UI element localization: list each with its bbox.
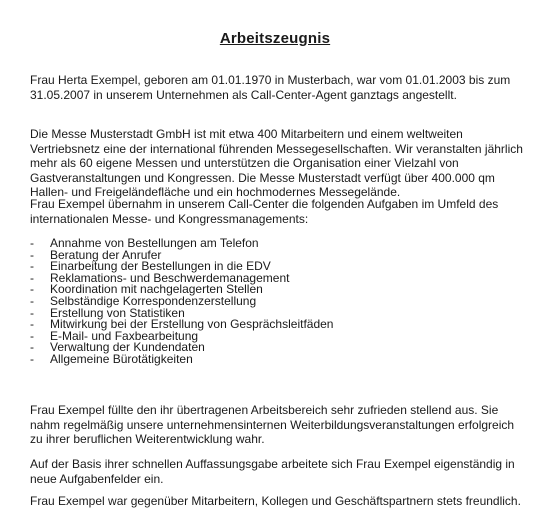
paragraph-line: Frau Exempel übernahm in unserem Call-Center die folgenden Aufgaben im Umfeld des bbox=[30, 197, 499, 211]
bullet-dash: - bbox=[30, 236, 34, 250]
paragraph-assessment bbox=[30, 403, 540, 447]
task-item bbox=[30, 351, 333, 366]
task-text: Beratung der Anrufer bbox=[50, 247, 162, 262]
paragraph-line: Frau Exempel war gegenüber Mitarbeitern, Kollegen und Geschäftspartnern stets freundlich. bbox=[30, 494, 521, 508]
paragraph-line: mehr als 60 eigene Messen und unterstützen die Organisation einer Vielzahl von bbox=[30, 156, 459, 171]
paragraph-line: Frau Exempel füllte den ihr übertragenen Arbeitsbereich sehr zufrieden stellend aus. Sie bbox=[30, 403, 499, 417]
task-text: Annahme von Bestellungen am Telefon bbox=[50, 236, 259, 250]
task-text: Verwaltung der Kundendaten bbox=[50, 340, 205, 355]
task-text: Reklamations- und Beschwerdemanagement bbox=[50, 270, 290, 285]
paragraph-tasks-intro bbox=[30, 197, 540, 226]
paragraph-line: Vertriebsnetz eine der international führenden Messegesellschaften. Wir veranstalten jährlich bbox=[30, 141, 523, 156]
paragraph-line: zu ihrer beruflichen Weiterentwicklung wahr. bbox=[30, 432, 265, 447]
paragraph-line: 31.05.2007 in unserem Unternehmen als Call-Center-Agent ganztags angestellt. bbox=[30, 87, 457, 102]
paragraph-intro bbox=[30, 73, 540, 102]
bullet-dash: - bbox=[30, 340, 34, 355]
bullet-dash: - bbox=[30, 270, 34, 285]
task-text: Mitwirkung bei der Erstellung von Gesprächsleitfäden bbox=[50, 317, 334, 332]
task-text: Selbständige Korrespondenzerstellung bbox=[50, 293, 257, 308]
paragraph-line: neue Aufgabenfelder ein. bbox=[30, 471, 164, 486]
paragraph-company bbox=[30, 127, 540, 200]
paragraph-line: nahm regelmäßig unsere unternehmensinternen Weiterbildungsveranstaltungen erfolgreich bbox=[30, 417, 515, 432]
bullet-dash: - bbox=[30, 305, 34, 320]
bullet-dash: - bbox=[30, 293, 34, 308]
task-list bbox=[30, 238, 333, 366]
task-text: Allgemeine Bürotätigkeiten bbox=[50, 351, 193, 366]
paragraph-line: Hallen- und Freigeländefläche und ein hochmodernes Messegelände. bbox=[30, 185, 401, 200]
bullet-dash: - bbox=[30, 282, 34, 297]
bullet-dash: - bbox=[30, 317, 34, 332]
task-text: Erstellung von Statistiken bbox=[50, 305, 185, 320]
bullet-dash: - bbox=[30, 259, 34, 274]
paragraph-line: Die Messe Musterstadt GmbH ist mit etwa 400 Mitarbeitern und einem weltweiten bbox=[30, 127, 463, 141]
paragraph-independence bbox=[30, 457, 540, 486]
bullet-dash: - bbox=[30, 351, 34, 366]
paragraph-cutoff bbox=[30, 494, 540, 509]
task-text: E-Mail- und Faxbearbeitung bbox=[50, 328, 199, 343]
bullet-dash: - bbox=[30, 328, 34, 343]
task-text: Koordination mit nachgelagerten Stellen bbox=[50, 282, 263, 297]
paragraph-line: Frau Herta Exempel, geboren am 01.01.1970 in Musterbach, war vom 01.01.2003 bis zum bbox=[30, 73, 511, 87]
document-title: Arbeitszeugnis bbox=[219, 30, 331, 47]
paragraph-line: Gastveranstaltungen und Kongressen. Die Messe Musterstadt verfügt über 400.000 qm bbox=[30, 170, 495, 185]
bullet-dash: - bbox=[30, 247, 34, 262]
paragraph-line: internationalen Messe- und Kongressmanagements: bbox=[30, 211, 309, 226]
task-text: Einarbeitung der Bestellungen in die EDV bbox=[50, 259, 271, 274]
paragraph-line: Auf der Basis ihrer schnellen Auffassungsgabe arbeitete sich Frau Exempel eigenständig in bbox=[30, 457, 515, 471]
